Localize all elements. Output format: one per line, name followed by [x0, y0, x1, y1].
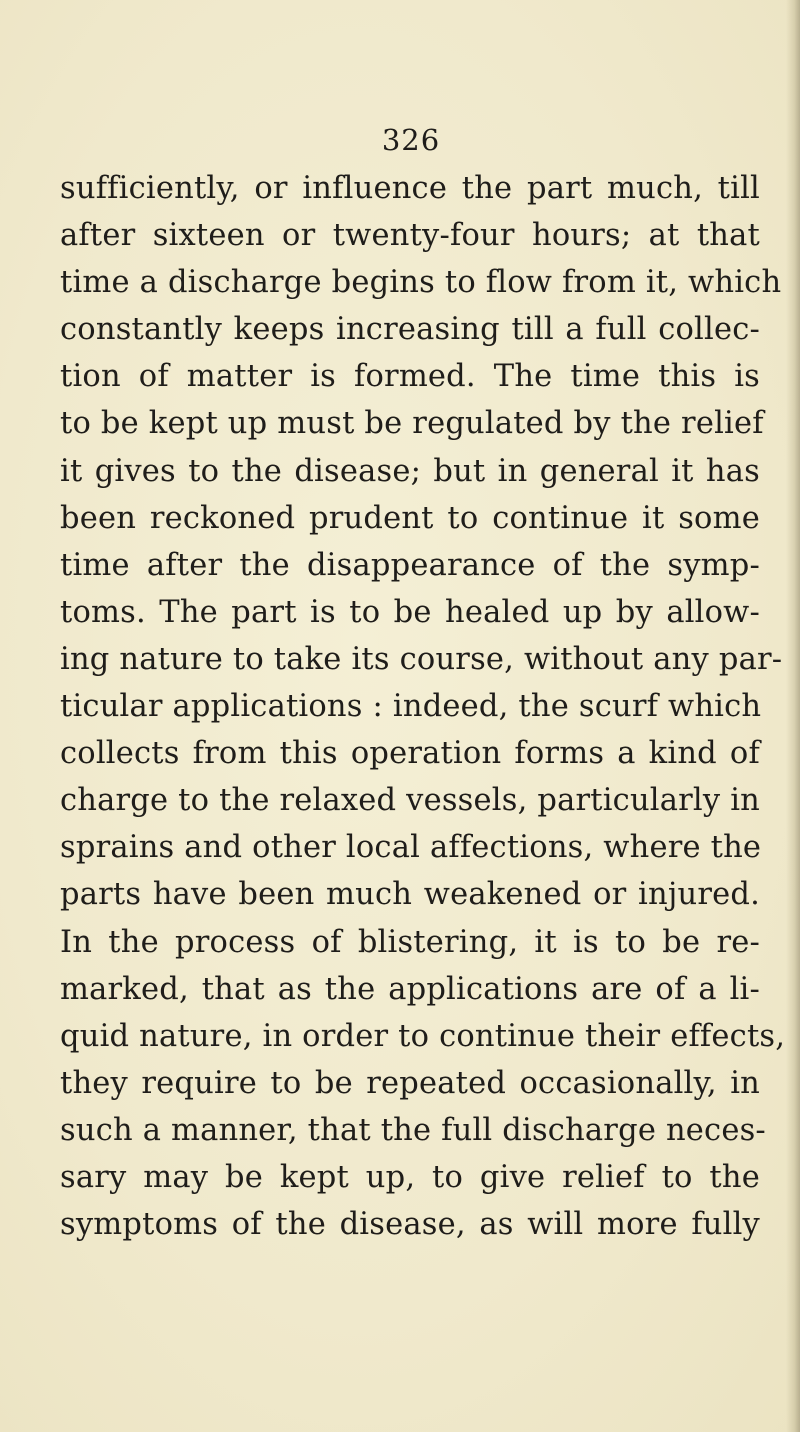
text-line: time a discharge begins to flow from it, which	[60, 265, 782, 301]
text-line: constantly keeps increasing till a full collec-	[60, 312, 760, 348]
text-line: toms. The part is to be healed up by allow-	[60, 594, 760, 630]
text-line: such a manner, that the full discharge neces-	[60, 1112, 766, 1148]
text-line: ing nature to take its course, without any par-	[60, 641, 783, 677]
text-line: sary may be kept up, to give relief to the	[60, 1159, 760, 1195]
text-line: they require to be repeated occasionally, in	[60, 1065, 760, 1101]
text-line: been reckoned prudent to continue it some	[60, 500, 760, 536]
text-line: tion of matter is formed. The time this is	[60, 359, 760, 395]
text-line: marked, that as the applications are of a li-	[60, 971, 760, 1007]
page-edge-shadow	[786, 0, 800, 1432]
text-line: symptoms of the disease, as will more fully	[60, 1207, 760, 1243]
text-line: after sixteen or twenty-four hours; at that	[60, 218, 760, 254]
text-line: time after the disappearance of the symp-	[60, 547, 760, 583]
text-line: charge to the relaxed vessels, particularly in	[60, 783, 761, 819]
text-line: parts have been much weakened or injured.	[60, 877, 760, 913]
body-text	[60, 165, 786, 1248]
text-line: ticular applications : indeed, the scurf which	[60, 689, 762, 725]
text-line: quid nature, in order to continue their effects,	[60, 1018, 786, 1054]
text-line: it gives to the disease; but in general it has	[60, 453, 760, 489]
text-line: to be kept up must be regulated by the relief	[60, 406, 764, 442]
text-line: In the process of blistering, it is to be re-	[60, 924, 760, 960]
text-line: sprains and other local affections, where the	[60, 830, 762, 866]
text-line: collects from this operation forms a kind of	[60, 736, 760, 772]
text-line: sufficiently, or influence the part much, till	[60, 171, 760, 206]
page-number: 326	[381, 123, 441, 157]
